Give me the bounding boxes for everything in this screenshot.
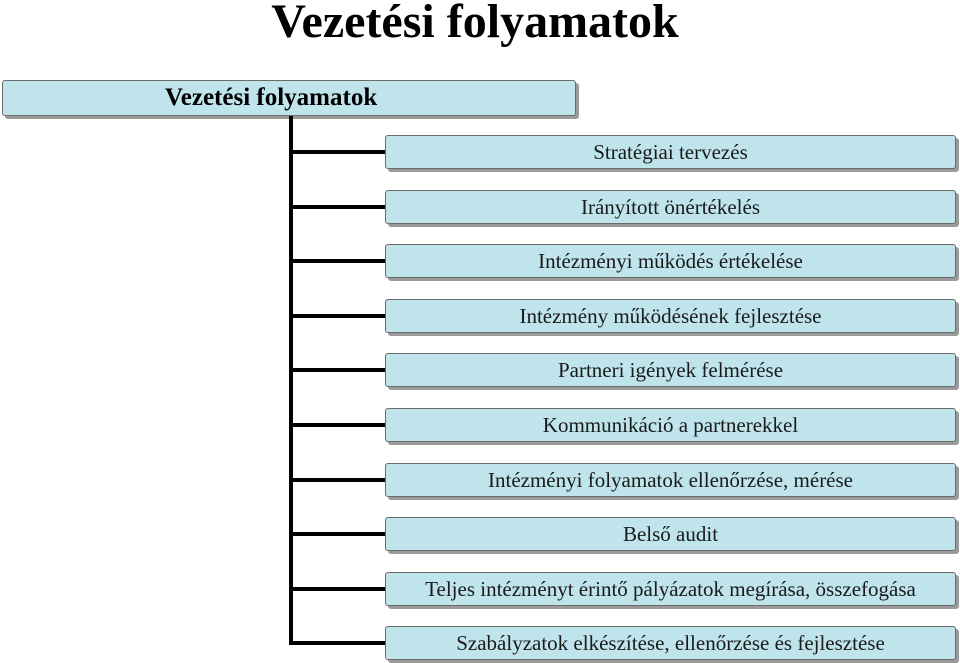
connector-line xyxy=(289,641,385,645)
connector-line xyxy=(289,478,385,482)
child-node: Szabályzatok elkészítése, ellenőrzése és fejlesztése xyxy=(385,626,956,660)
child-node: Partneri igények felmérése xyxy=(385,353,956,387)
tree-trunk-line xyxy=(289,116,293,643)
connector-line xyxy=(289,259,385,263)
child-node: Kommunikáció a partnerekkel xyxy=(385,408,956,442)
connector-line xyxy=(289,532,385,536)
connector-line xyxy=(289,423,385,427)
child-node: Teljes intézményt érintő pályázatok megírása, összefogása xyxy=(385,572,956,606)
connector-line xyxy=(289,150,385,154)
root-node: Vezetési folyamatok xyxy=(2,80,576,116)
child-node: Belső audit xyxy=(385,517,956,551)
child-node: Intézmény működésének fejlesztése xyxy=(385,299,956,333)
child-node: Intézményi működés értékelése xyxy=(385,244,956,278)
connector-line xyxy=(289,368,385,372)
connector-line xyxy=(289,314,385,318)
child-node: Intézményi folyamatok ellenőrzése, mérése xyxy=(385,463,956,497)
page-title: Vezetési folyamatok xyxy=(271,0,679,48)
connector-line xyxy=(289,205,385,209)
child-node: Stratégiai tervezés xyxy=(385,135,956,169)
connector-line xyxy=(289,587,385,591)
child-node: Irányított önértékelés xyxy=(385,190,956,224)
